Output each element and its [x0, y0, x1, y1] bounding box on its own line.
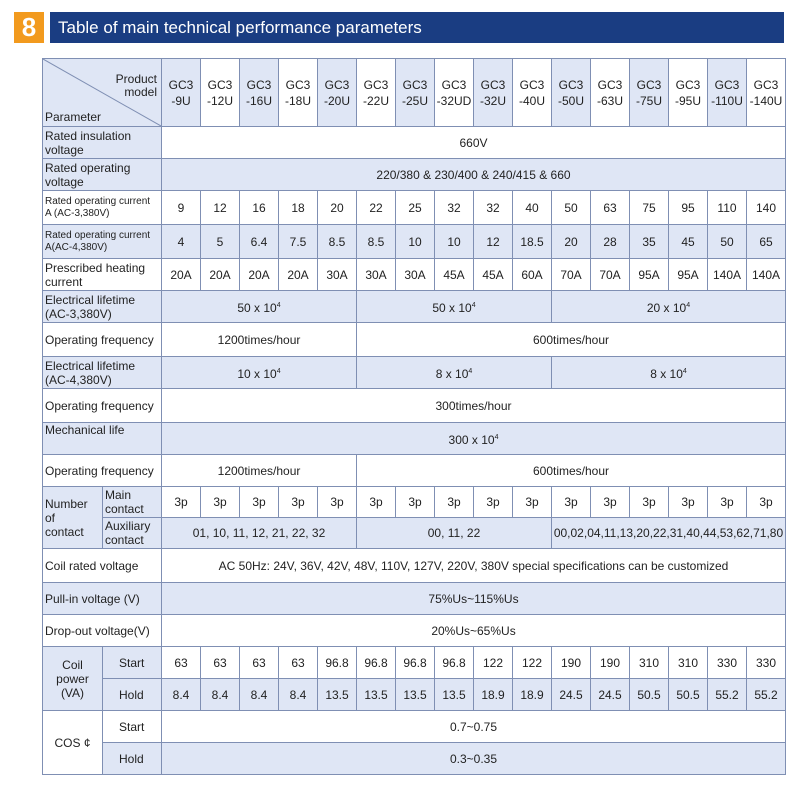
- coil-hold-value: 18.9: [513, 679, 552, 711]
- coil-start-value: 96.8: [435, 647, 474, 679]
- main-contact-value: 3p: [474, 487, 513, 518]
- heating-value: 20A: [201, 259, 240, 291]
- header-diagonal-cell: [43, 59, 162, 127]
- freq1-value: 600times/hour: [357, 323, 786, 357]
- ac3-current-label: Rated operating current A (AC-3,380V): [43, 191, 162, 225]
- heating-value: 30A: [396, 259, 435, 291]
- heating-value: 45A: [474, 259, 513, 291]
- cos-hold-label: Hold: [103, 743, 162, 775]
- ac4-current-value: 8.5: [357, 225, 396, 259]
- model-header: GC3 -9U: [162, 59, 201, 127]
- ac3-current-value: 22: [357, 191, 396, 225]
- pullin-value: 75%Us~115%Us: [162, 583, 786, 615]
- main-contact-value: 3p: [435, 487, 474, 518]
- coil-start-value: 63: [279, 647, 318, 679]
- ac4-current-value: 50: [708, 225, 747, 259]
- coil-start-value: 330: [747, 647, 786, 679]
- ac3-current-value: 20: [318, 191, 357, 225]
- ac4-current-value: 10: [435, 225, 474, 259]
- ac4-current-label: Rated operating current A(AC-4,380V): [43, 225, 162, 259]
- life-ac4-value: 8 x $10^4$: [357, 357, 552, 389]
- aux-contact-value: 01, 10, 11, 12, 21, 22, 32: [162, 518, 357, 549]
- heating-value: 95A: [669, 259, 708, 291]
- aux-contact-value: 00, 11, 22: [357, 518, 552, 549]
- ac3-current-value: 40: [513, 191, 552, 225]
- contact-number-label: Number of contact: [43, 487, 103, 549]
- insulation-value: 660V: [162, 127, 786, 159]
- coil-start-value: 96.8: [396, 647, 435, 679]
- ac4-current-value: 4: [162, 225, 201, 259]
- heating-value: 30A: [318, 259, 357, 291]
- ac3-current-value: 32: [474, 191, 513, 225]
- ac3-current-value: 16: [240, 191, 279, 225]
- freq1-value: 1200times/hour: [162, 323, 357, 357]
- heating-value: 60A: [513, 259, 552, 291]
- model-header: GC3 -95U: [669, 59, 708, 127]
- coil-hold-value: 55.2: [708, 679, 747, 711]
- model-header: GC3 -140U: [747, 59, 786, 127]
- header-row: [43, 59, 786, 127]
- model-header: GC3 -63U: [591, 59, 630, 127]
- coil-hold-value: 13.5: [396, 679, 435, 711]
- ac4-current-value: 7.5: [279, 225, 318, 259]
- life-ac3-value: 50 x $10^4$: [357, 291, 552, 323]
- row-life-ac3: [43, 291, 786, 323]
- ac3-current-value: 63: [591, 191, 630, 225]
- coil-start-value: 310: [630, 647, 669, 679]
- aux-contact-label: Auxiliary contact: [103, 518, 162, 549]
- coil-hold-value: 8.4: [201, 679, 240, 711]
- pullin-label: Pull-in voltage (V): [43, 583, 162, 615]
- coil-start-label: Start: [103, 647, 162, 679]
- row-pullin: [43, 583, 786, 615]
- ac4-current-value: 18.5: [513, 225, 552, 259]
- freq3-value: 1200times/hour: [162, 455, 357, 487]
- freq3-value: 600times/hour: [357, 455, 786, 487]
- model-header: GC3 -22U: [357, 59, 396, 127]
- section-header: [14, 8, 784, 46]
- life-ac4-value: 10 x $10^4$: [162, 357, 357, 389]
- row-coil-hold: [43, 679, 786, 711]
- freq2-label: Operating frequency: [43, 389, 162, 423]
- row-coil-start: [43, 647, 786, 679]
- row-main-contact: [43, 487, 786, 518]
- ac4-current-value: 65: [747, 225, 786, 259]
- product-model-label: Product model: [115, 72, 157, 99]
- life-ac3-label: Electrical lifetime (AC-3,380V): [43, 291, 162, 323]
- dropout-label: Drop-out voltage(V): [43, 615, 162, 647]
- heating-value: 140A: [747, 259, 786, 291]
- op-voltage-value: 220/380 & 230/400 & 240/415 & 660: [162, 159, 786, 191]
- model-header: GC3 -12U: [201, 59, 240, 127]
- heating-value: 95A: [630, 259, 669, 291]
- freq1-label: Operating frequency: [43, 323, 162, 357]
- model-header: GC3 -32U: [474, 59, 513, 127]
- main-contact-value: 3p: [591, 487, 630, 518]
- row-aux-contact: [43, 518, 786, 549]
- ac4-current-value: 20: [552, 225, 591, 259]
- model-header: GC3 -110U: [708, 59, 747, 127]
- ac4-current-value: 6.4: [240, 225, 279, 259]
- row-freq2: [43, 389, 786, 423]
- ac4-current-value: 45: [669, 225, 708, 259]
- row-insulation: [43, 127, 786, 159]
- row-dropout: [43, 615, 786, 647]
- main-contact-value: 3p: [201, 487, 240, 518]
- coil-voltage-label: Coil rated voltage: [43, 549, 162, 583]
- main-contact-value: 3p: [708, 487, 747, 518]
- row-mech: [43, 423, 786, 455]
- life-ac3-value: 50 x $10^4$: [162, 291, 357, 323]
- main-contact-value: 3p: [630, 487, 669, 518]
- ac3-current-value: 110: [708, 191, 747, 225]
- coil-start-value: 96.8: [318, 647, 357, 679]
- dropout-value: 20%Us~65%Us: [162, 615, 786, 647]
- freq2-value: 300times/hour: [162, 389, 786, 423]
- coil-hold-value: 8.4: [279, 679, 318, 711]
- coil-hold-value: 24.5: [552, 679, 591, 711]
- section-title: Table of main technical performance parameters: [50, 12, 784, 43]
- main-contact-value: 3p: [669, 487, 708, 518]
- heating-value: 140A: [708, 259, 747, 291]
- coil-start-value: 330: [708, 647, 747, 679]
- coil-hold-value: 50.5: [630, 679, 669, 711]
- life-ac4-value: 8 x $10^4$: [552, 357, 786, 389]
- ac3-current-value: 9: [162, 191, 201, 225]
- ac3-current-value: 18: [279, 191, 318, 225]
- coil-hold-value: 8.4: [240, 679, 279, 711]
- row-life-ac4: [43, 357, 786, 389]
- coil-hold-value: 13.5: [435, 679, 474, 711]
- coil-hold-value: 13.5: [318, 679, 357, 711]
- mech-value: 300 x $10^4$: [162, 423, 786, 455]
- ac3-current-value: 25: [396, 191, 435, 225]
- cos-start-label: Start: [103, 711, 162, 743]
- coil-start-value: 190: [552, 647, 591, 679]
- coil-start-value: 122: [474, 647, 513, 679]
- row-ac4-current: [43, 225, 786, 259]
- model-header: GC3 -25U: [396, 59, 435, 127]
- model-header: GC3 -20U: [318, 59, 357, 127]
- insulation-label: Rated insulation voltage: [43, 127, 162, 159]
- heating-label: Prescribed heating current: [43, 259, 162, 291]
- ac4-current-value: 8.5: [318, 225, 357, 259]
- row-coil-voltage: [43, 549, 786, 583]
- main-contact-value: 3p: [552, 487, 591, 518]
- heating-value: 20A: [240, 259, 279, 291]
- parameters-table: [42, 58, 786, 775]
- coil-start-value: 310: [669, 647, 708, 679]
- coil-hold-label: Hold: [103, 679, 162, 711]
- life-ac3-value: 20 x $10^4$: [552, 291, 786, 323]
- coil-hold-value: 13.5: [357, 679, 396, 711]
- main-contact-value: 3p: [279, 487, 318, 518]
- cos-hold-value: 0.3~0.35: [162, 743, 786, 775]
- model-header: GC3 -16U: [240, 59, 279, 127]
- ac4-current-value: 5: [201, 225, 240, 259]
- main-contact-value: 3p: [513, 487, 552, 518]
- model-header: GC3 -75U: [630, 59, 669, 127]
- row-heating: [43, 259, 786, 291]
- ac3-current-value: 95: [669, 191, 708, 225]
- heating-value: 45A: [435, 259, 474, 291]
- model-header: GC3 -32UD: [435, 59, 474, 127]
- heating-value: 70A: [591, 259, 630, 291]
- section-number: 8: [14, 12, 44, 43]
- coil-start-value: 190: [591, 647, 630, 679]
- ac4-current-value: 10: [396, 225, 435, 259]
- coil-hold-value: 55.2: [747, 679, 786, 711]
- coil-power-label: Coil power (VA): [43, 647, 103, 711]
- row-ac3-current: [43, 191, 786, 225]
- heating-value: 30A: [357, 259, 396, 291]
- coil-hold-value: 18.9: [474, 679, 513, 711]
- row-cos-start: [43, 711, 786, 743]
- mech-label: Mechanical life: [43, 423, 162, 455]
- coil-hold-value: 50.5: [669, 679, 708, 711]
- cos-start-value: 0.7~0.75: [162, 711, 786, 743]
- ac3-current-value: 12: [201, 191, 240, 225]
- coil-start-value: 63: [201, 647, 240, 679]
- model-header: GC3 -40U: [513, 59, 552, 127]
- row-freq3: [43, 455, 786, 487]
- row-freq1: [43, 323, 786, 357]
- life-ac4-label: Electrical lifetime (AC-4,380V): [43, 357, 162, 389]
- ac4-current-value: 28: [591, 225, 630, 259]
- cos-label: COS ¢: [43, 711, 103, 775]
- parameter-label: Parameter: [45, 110, 102, 124]
- model-header: GC3 -18U: [279, 59, 318, 127]
- coil-start-value: 122: [513, 647, 552, 679]
- heating-value: 20A: [279, 259, 318, 291]
- ac3-current-value: 75: [630, 191, 669, 225]
- coil-start-value: 96.8: [357, 647, 396, 679]
- heating-value: 70A: [552, 259, 591, 291]
- ac4-current-value: 12: [474, 225, 513, 259]
- main-contact-value: 3p: [747, 487, 786, 518]
- main-contact-value: 3p: [357, 487, 396, 518]
- aux-contact-value: 00,02,04,11,13,20,22,31,40,44,53,62,71,80: [552, 518, 786, 549]
- main-contact-label: Main contact: [103, 487, 162, 518]
- ac3-current-value: 140: [747, 191, 786, 225]
- main-contact-value: 3p: [396, 487, 435, 518]
- coil-start-value: 63: [240, 647, 279, 679]
- main-contact-value: 3p: [240, 487, 279, 518]
- ac3-current-value: 32: [435, 191, 474, 225]
- heating-value: 20A: [162, 259, 201, 291]
- row-cos-hold: [43, 743, 786, 775]
- main-contact-value: 3p: [162, 487, 201, 518]
- coil-hold-value: 24.5: [591, 679, 630, 711]
- coil-hold-value: 8.4: [162, 679, 201, 711]
- coil-start-value: 63: [162, 647, 201, 679]
- model-header: GC3 -50U: [552, 59, 591, 127]
- op-voltage-label: Rated operating voltage: [43, 159, 162, 191]
- row-op-voltage: [43, 159, 786, 191]
- freq3-label: Operating frequency: [43, 455, 162, 487]
- coil-voltage-value: AC 50Hz: 24V, 36V, 42V, 48V, 110V, 127V, 220V, 380V special specifications can be customized: [162, 549, 786, 583]
- main-contact-value: 3p: [318, 487, 357, 518]
- ac3-current-value: 50: [552, 191, 591, 225]
- ac4-current-value: 35: [630, 225, 669, 259]
